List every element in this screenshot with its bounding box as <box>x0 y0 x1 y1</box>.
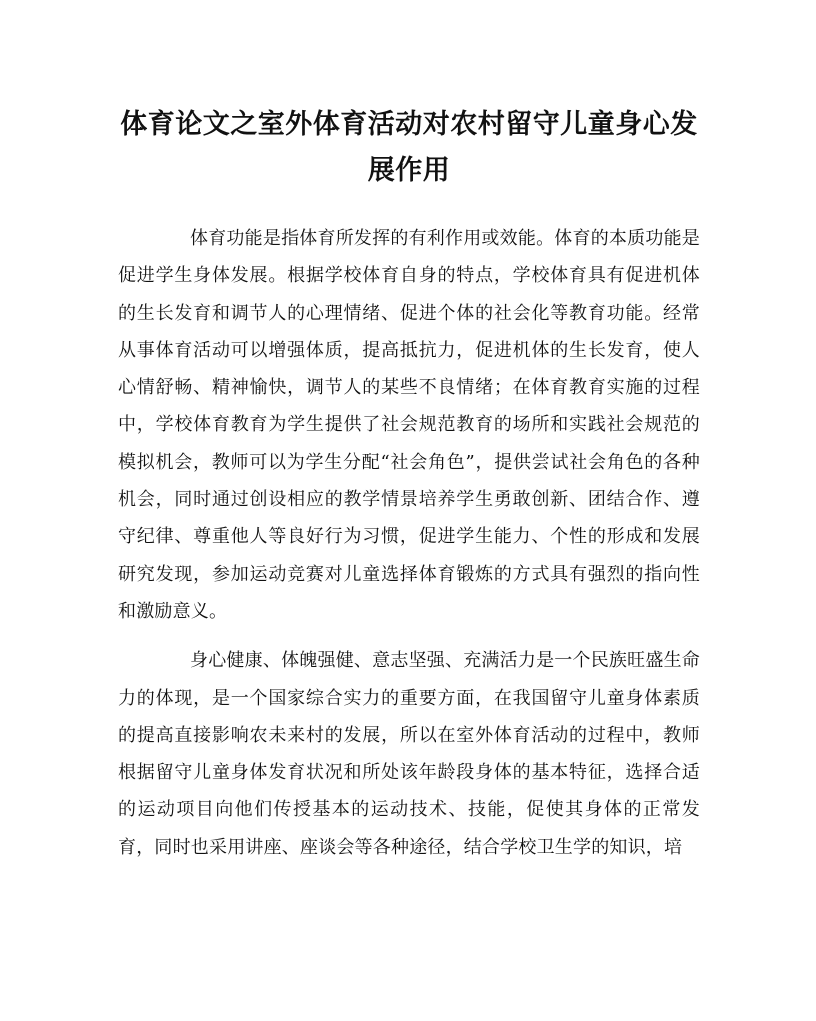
body-paragraph-1: 体育功能是指体育所发挥的有利作用或效能。体育的本质功能是促进学生身体发展。根据学校体育自身的特点，学校体育具有促进机体的生长发育和调节人的心理情绪、促进个体的社会化等教育功能。经常从事体育活动可以增强体质，提高抵抗力，促进机体的生长发育，使人心情舒畅、精神愉快，调节人的某些不良情绪；在体育教育实施的过程中，学校体育教育为学生提供了社会规范教育的场所和实践社会规范的模拟机会，教师可以为学生分配“社会角色”，提供尝试社会角色的各种机会，同时通过创设相应的教学情景培养学生勇敢创新、团结合作、遵守纪律、尊重他人等良好行为习惯，促进学生能力、个性的形成和发展研究发现，参加运动竞赛对儿童选择体育锻炼的方式具有强烈的指向性和激励意义。 <box>118 228 700 622</box>
document-body <box>118 220 700 866</box>
body-paragraph-2: 身心健康、体魄强健、意志坚强、充满活力是一个民族旺盛生命力的体现，是一个国家综合实力的重要方面，在我国留守儿童身体素质的提高直接影响农未来村的发展，所以在室外体育活动的过程中，教师根据留守儿童身体发育状况和所处该年龄段身体的基本特征，选择合适的运动项目向他们传授基本的运动技术、技能，促使其身体的正常发育，同时也采用讲座、座谈会等各种途径，结合学校卫生学的知识，培 <box>118 650 700 858</box>
document-title: 体育论文之室外体育活动对农村留守儿童身心发展作用 <box>120 109 698 186</box>
